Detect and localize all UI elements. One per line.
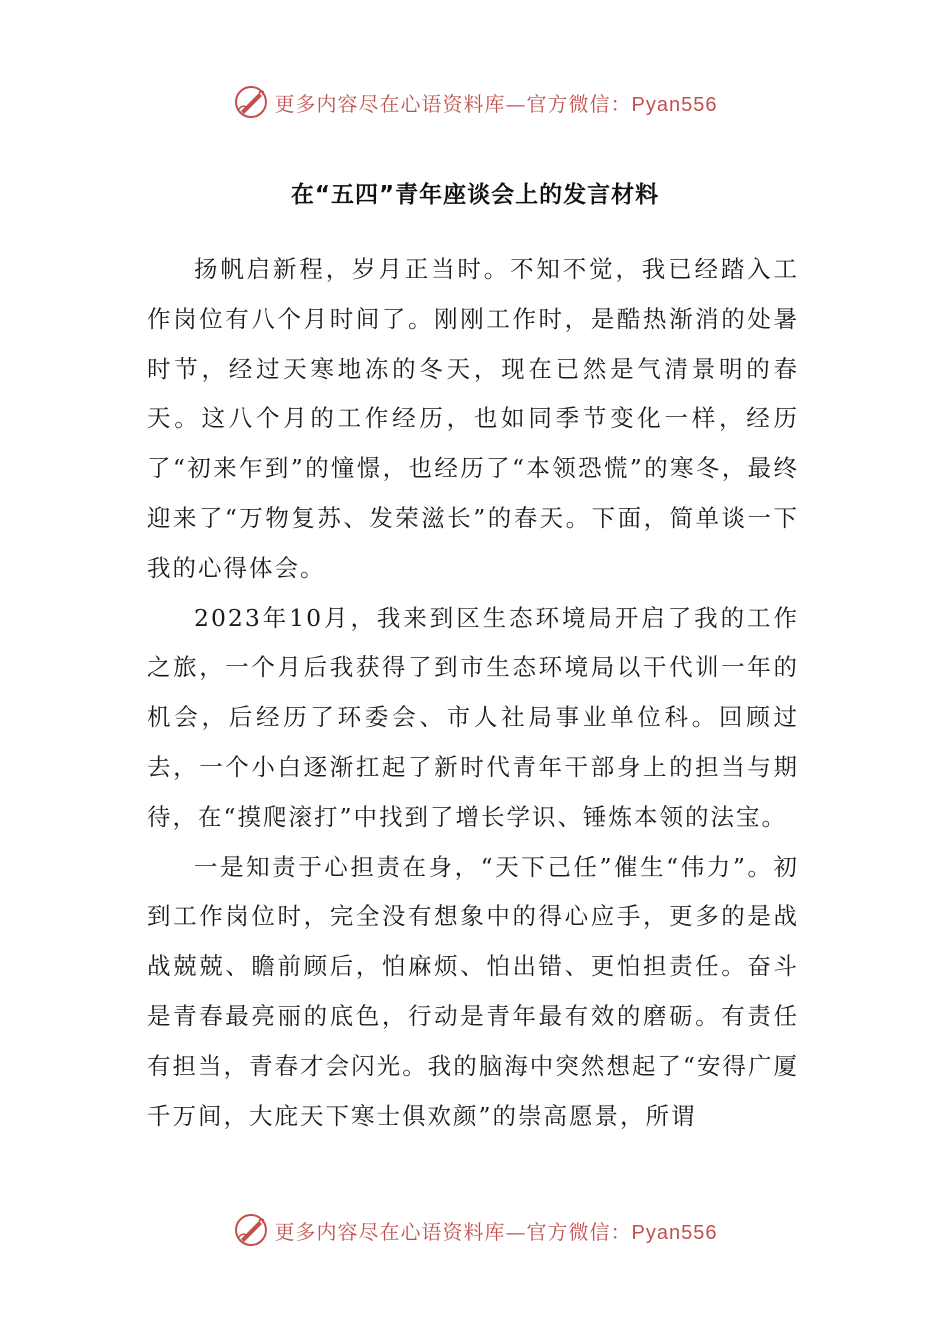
header-banner-text: 更多内容尽在心语资料库—官方微信：Pyan556 bbox=[274, 91, 718, 116]
document-body bbox=[147, 245, 799, 1141]
header-wechat-id: Pyan556 bbox=[631, 93, 718, 116]
header-watermark-banner bbox=[0, 82, 950, 122]
footer-watermark-banner bbox=[0, 1210, 950, 1250]
paragraph-experience: 2023年10月，我来到区生态环境局开启了我的工作之旅，一个月后我获得了到市生态环境局以干代训一年的机会，后经历了环委会、市人社局事业单位科。回顾过去，一个小白逐渐扛起了新时代青年干部身上的担当与期待，在“摸爬滚打”中找到了增长学识、锤炼本领的法宝。 bbox=[147, 603, 799, 831]
paragraph-responsibility: 一是知责于心担责在身，“天下己任”催生“伟力”。初到工作岗位时，完全没有想象中的得心应手，更多的是战战兢兢、瞻前顾后，怕麻烦、怕出错、更怕担责任。奋斗是青春最亮丽的底色，行动是青年最有效的磨砺。有责任有担当，青春才会闪光。我的脑海中突然想起了“安得广厦千万间，大庇天下寒士俱欢颜”的崇高愿景，所谓 bbox=[147, 852, 799, 1130]
footer-wechat-id: Pyan556 bbox=[631, 1221, 718, 1244]
document-title: 在“五四”青年座谈会上的发言材料 bbox=[290, 182, 660, 208]
paragraph-intro: 扬帆启新程，岁月正当时。不知不觉，我已经踏入工作岗位有八个月时间了。刚刚工作时，是酷热渐消的处暑时节，经过天寒地冻的冬天，现在已然是气清景明的春天。这八个月的工作经历，也如同季节变化一样，经历了“初来乍到”的憧憬，也经历了“本领恐慌”的寒冬，最终迎来了“万物复苏、发荣滋长”的春天。下面，简单谈一下我的心得体会。 bbox=[147, 255, 799, 582]
quill-pen-logo-icon bbox=[233, 84, 269, 120]
quill-pen-logo-icon bbox=[233, 1212, 269, 1248]
footer-banner-text: 更多内容尽在心语资料库—官方微信：Pyan556 bbox=[274, 1219, 718, 1244]
